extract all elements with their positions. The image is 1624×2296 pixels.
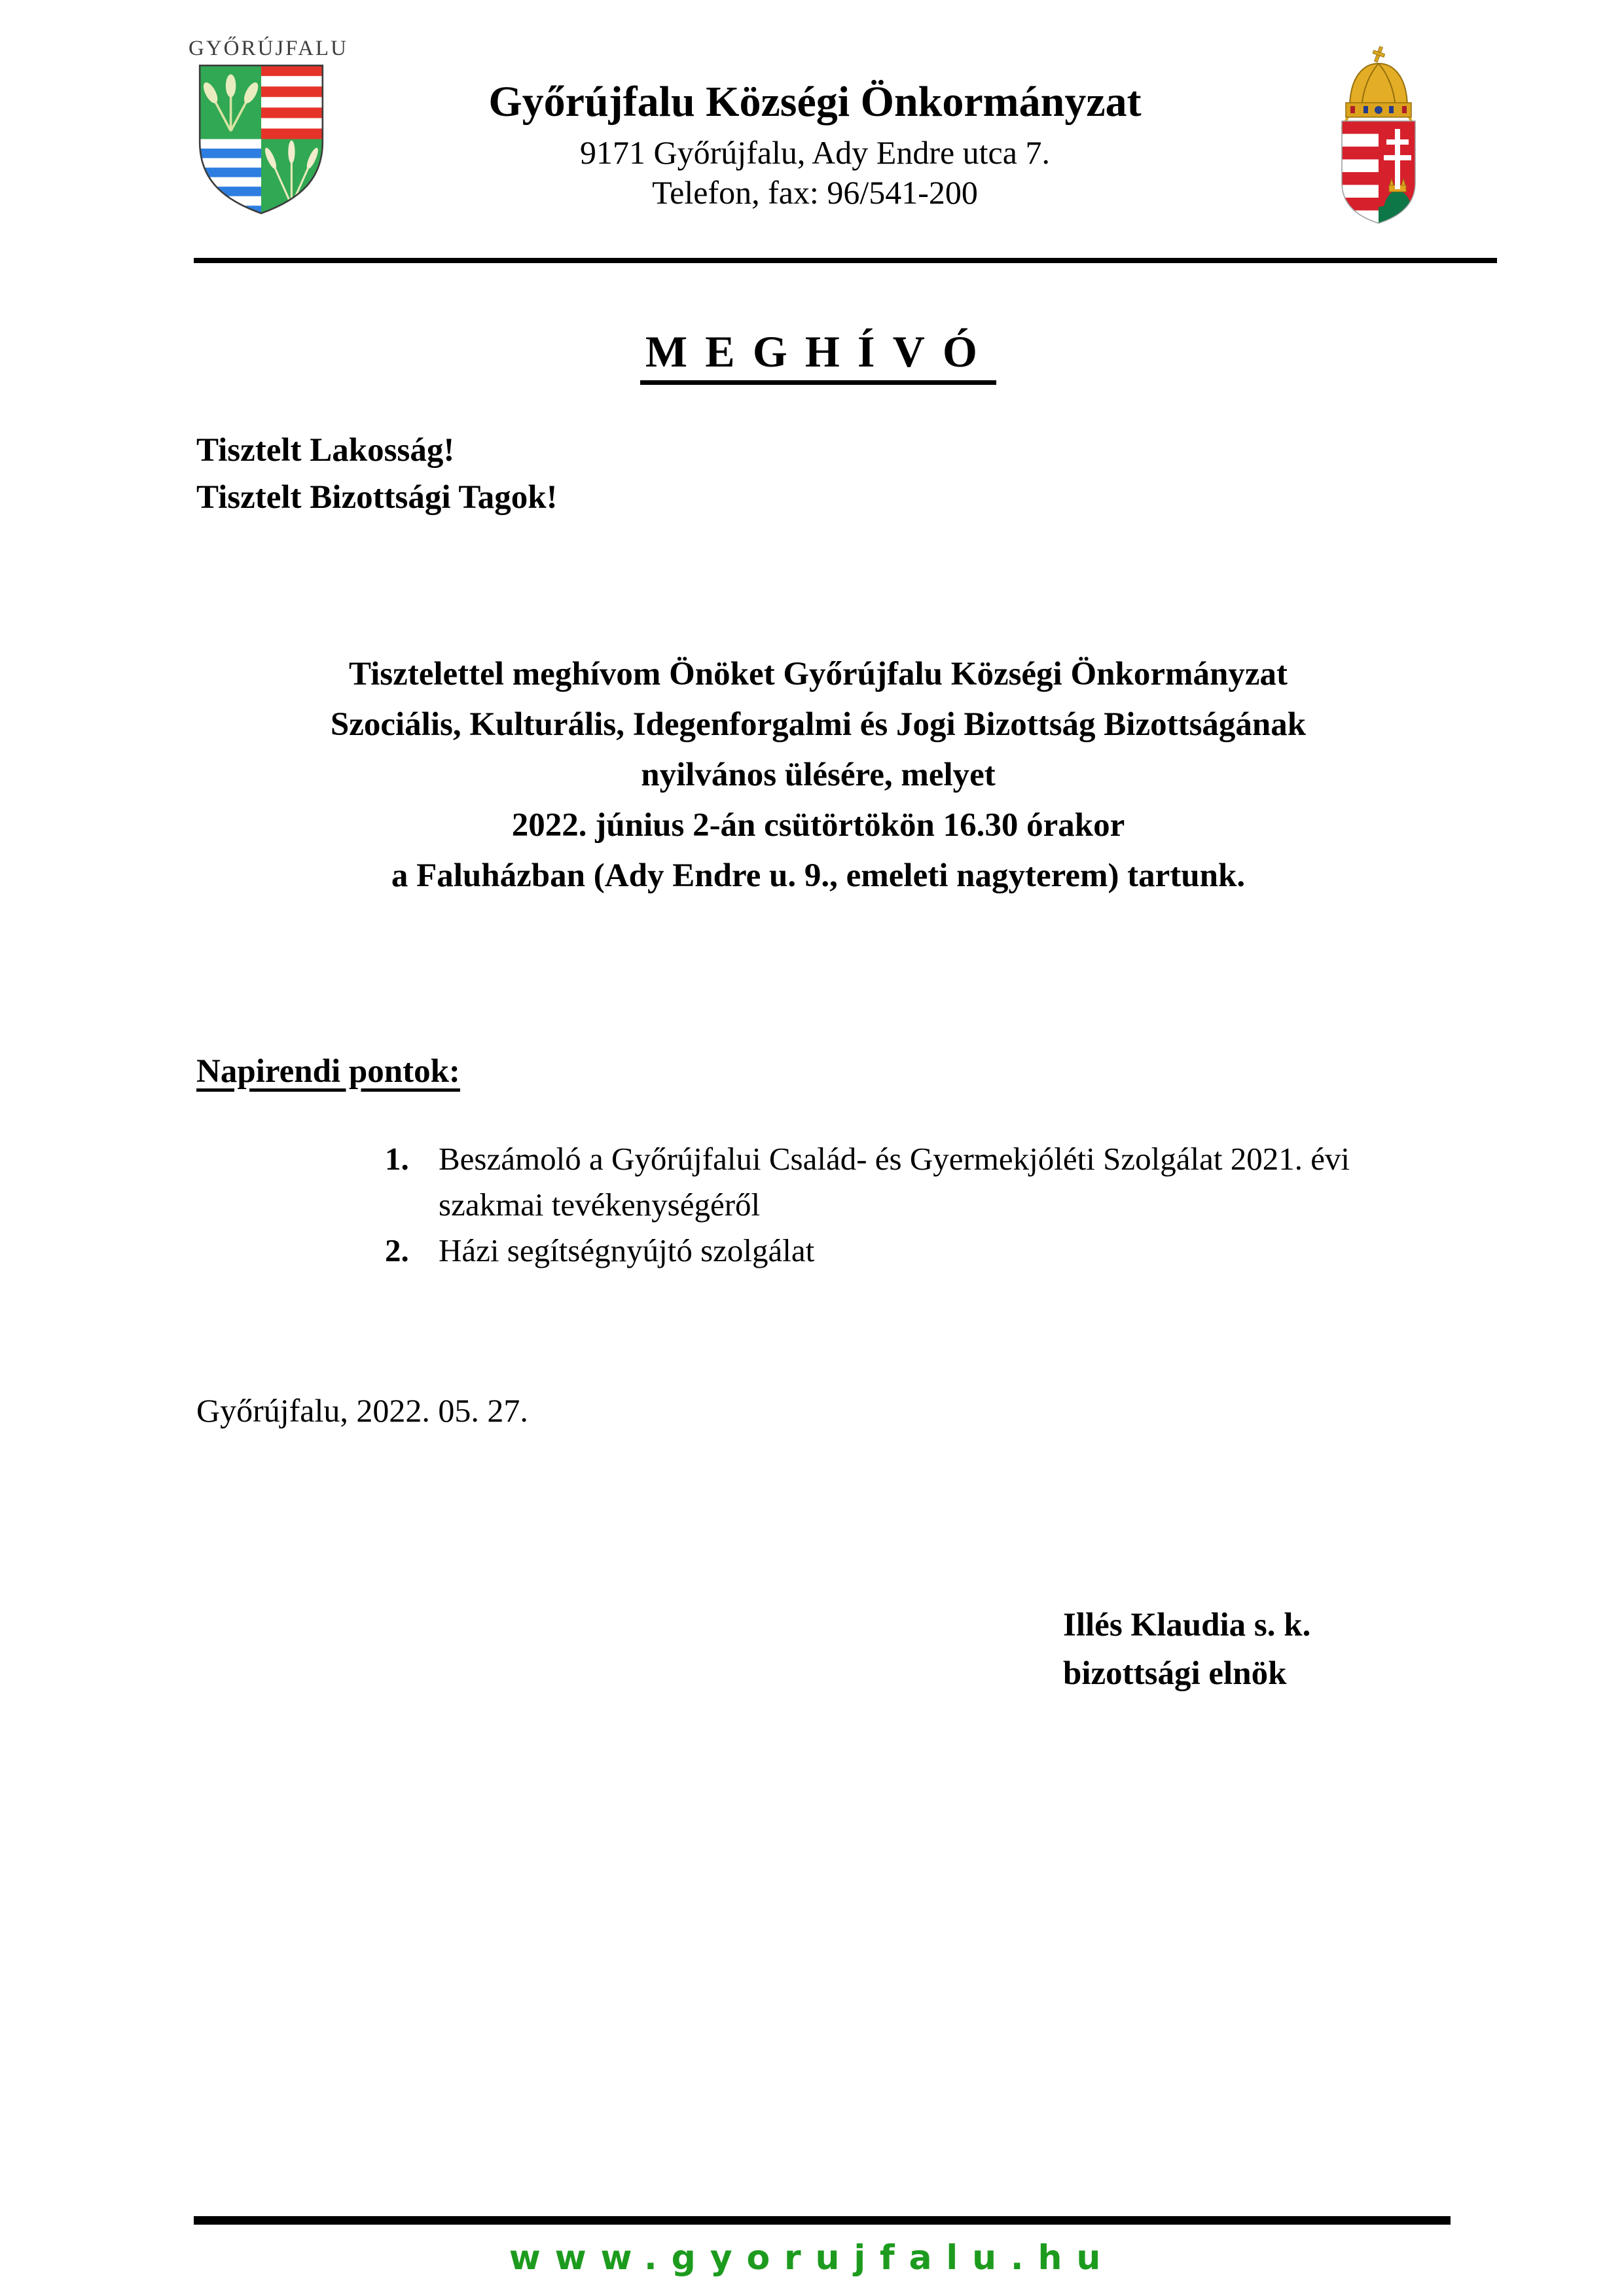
salutation [196,427,558,521]
agenda-item [385,1136,1432,1228]
dateline: Győrújfalu, 2022. 05. 27. [196,1392,528,1429]
organization-name: Győrújfalu Községi Önkormányzat [488,78,1142,126]
agenda-item-text: Beszámoló a Győrújfalui Család- és Gyermekjóléti Szolgálat 2021. évi szakmai tevékenységéről [439,1141,1350,1223]
organization-phone: Telefon, fax: 96/541-200 [652,173,978,211]
agenda-item-text: Házi segítségnyújtó szolgálat [439,1232,815,1268]
agenda-heading: Napirendi pontok: [196,1053,460,1090]
signature-block [1063,1601,1310,1698]
invitation-body-line: a Faluházban (Ady Endre u. 9., emeleti nagyterem) tartunk. [391,857,1246,894]
invitation-body-line: Tisztelettel meghívom Önöket Győrújfalu Községi Önkormányzat [349,656,1288,692]
invitation-body [187,649,1449,901]
salutation-line: Tisztelt Lakosság! [196,432,455,469]
website-link[interactable]: www.gyorujfalu.hu [509,2238,1115,2278]
hungary-coat-of-arms-icon [1330,45,1427,226]
page-footer [0,2238,1624,2278]
signatory-name: Illés Klaudia s. k. [1063,1607,1311,1643]
signatory-role: bizottsági elnök [1063,1655,1287,1692]
agenda-item [385,1228,1432,1274]
organization-address: 9171 Győrújfalu, Ady Endre utca 7. [580,134,1050,171]
document-title-wrap [187,329,1449,385]
invitation-body-line: nyilvános ülésére, melyet [641,757,996,793]
header-rule [194,258,1497,263]
agenda-list [385,1136,1432,1274]
agenda-item-number: 2. [385,1232,409,1268]
municipality-logo-caption: GYŐRÚJFALU [189,37,348,60]
letterhead-text [301,79,1329,213]
salutation-line: Tisztelt Bizottsági Tagok! [196,479,558,516]
invitation-body-line: 2022. június 2-án csütörtökön 16.30 órakor [511,807,1125,844]
footer-rule [194,2216,1451,2225]
document-title: MEGHÍVÓ [640,329,996,385]
agenda-item-number: 1. [385,1141,409,1177]
invitation-body-line: Szociális, Kulturális, Idegenforgalmi és Jogi Bizottság Bizottságának [330,706,1307,743]
